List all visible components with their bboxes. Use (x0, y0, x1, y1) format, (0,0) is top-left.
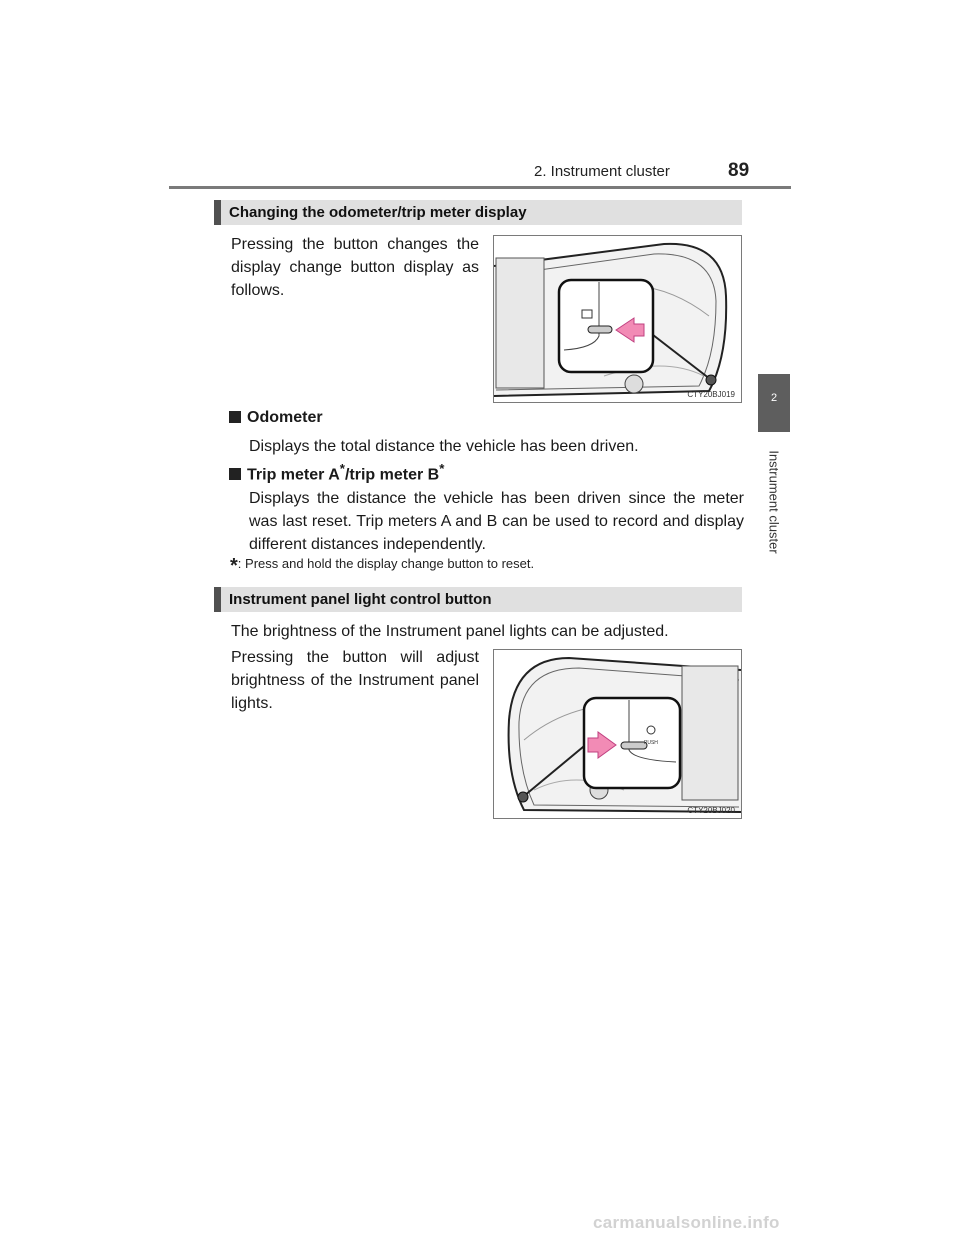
section1-intro: Pressing the button changes the display change button display as follows. (231, 236, 479, 299)
figure-caption-2: CTY20BJ020 (687, 806, 735, 815)
odometer-description: Displays the total distance the vehicle has been driven. (249, 438, 639, 455)
chapter-tab-label (758, 432, 790, 572)
instrument-cluster-illustration-1 (494, 236, 741, 402)
panel-light-button-figure (493, 649, 742, 819)
instrument-cluster-illustration-2 (494, 650, 741, 818)
chapter-tab-label-text: Instrument cluster (766, 450, 782, 554)
bullet-odometer: Odometer (229, 409, 323, 427)
bullet-square-icon (229, 468, 241, 480)
bullet-trip-meter: Trip meter A*/trip meter B* (229, 461, 444, 484)
trip-meter-description: Displays the distance the vehicle has been driven since the meter was last reset. Trip meters A and B can be used to record and display different distances independently. (249, 490, 744, 553)
header-divider (169, 186, 791, 189)
bullet-square-icon (229, 411, 241, 423)
section-heading-text: Instrument panel light control button (229, 591, 492, 608)
watermark: carmanualsonline.info (593, 1213, 780, 1232)
page-number: 89 (728, 160, 750, 181)
odometer-button-figure (493, 235, 742, 403)
section-heading-text: Changing the odometer/trip meter display (229, 204, 527, 221)
running-header: 2. Instrument cluster (534, 163, 670, 180)
push-label: PUSH (644, 740, 658, 746)
section2-text2: Pressing the button will adjust brightness of the Instrument panel lights. (231, 649, 479, 712)
chapter-tab-number: 2 (770, 392, 778, 404)
figure-caption-1: CTY20BJ019 (687, 390, 735, 399)
section-heading-panel-light (214, 587, 742, 612)
footnote: *: Press and hold the display change button to reset. (230, 555, 535, 577)
section2-text1: The brightness of the Instrument panel lights can be adjusted. (231, 623, 669, 640)
section-heading-odometer (214, 200, 742, 225)
